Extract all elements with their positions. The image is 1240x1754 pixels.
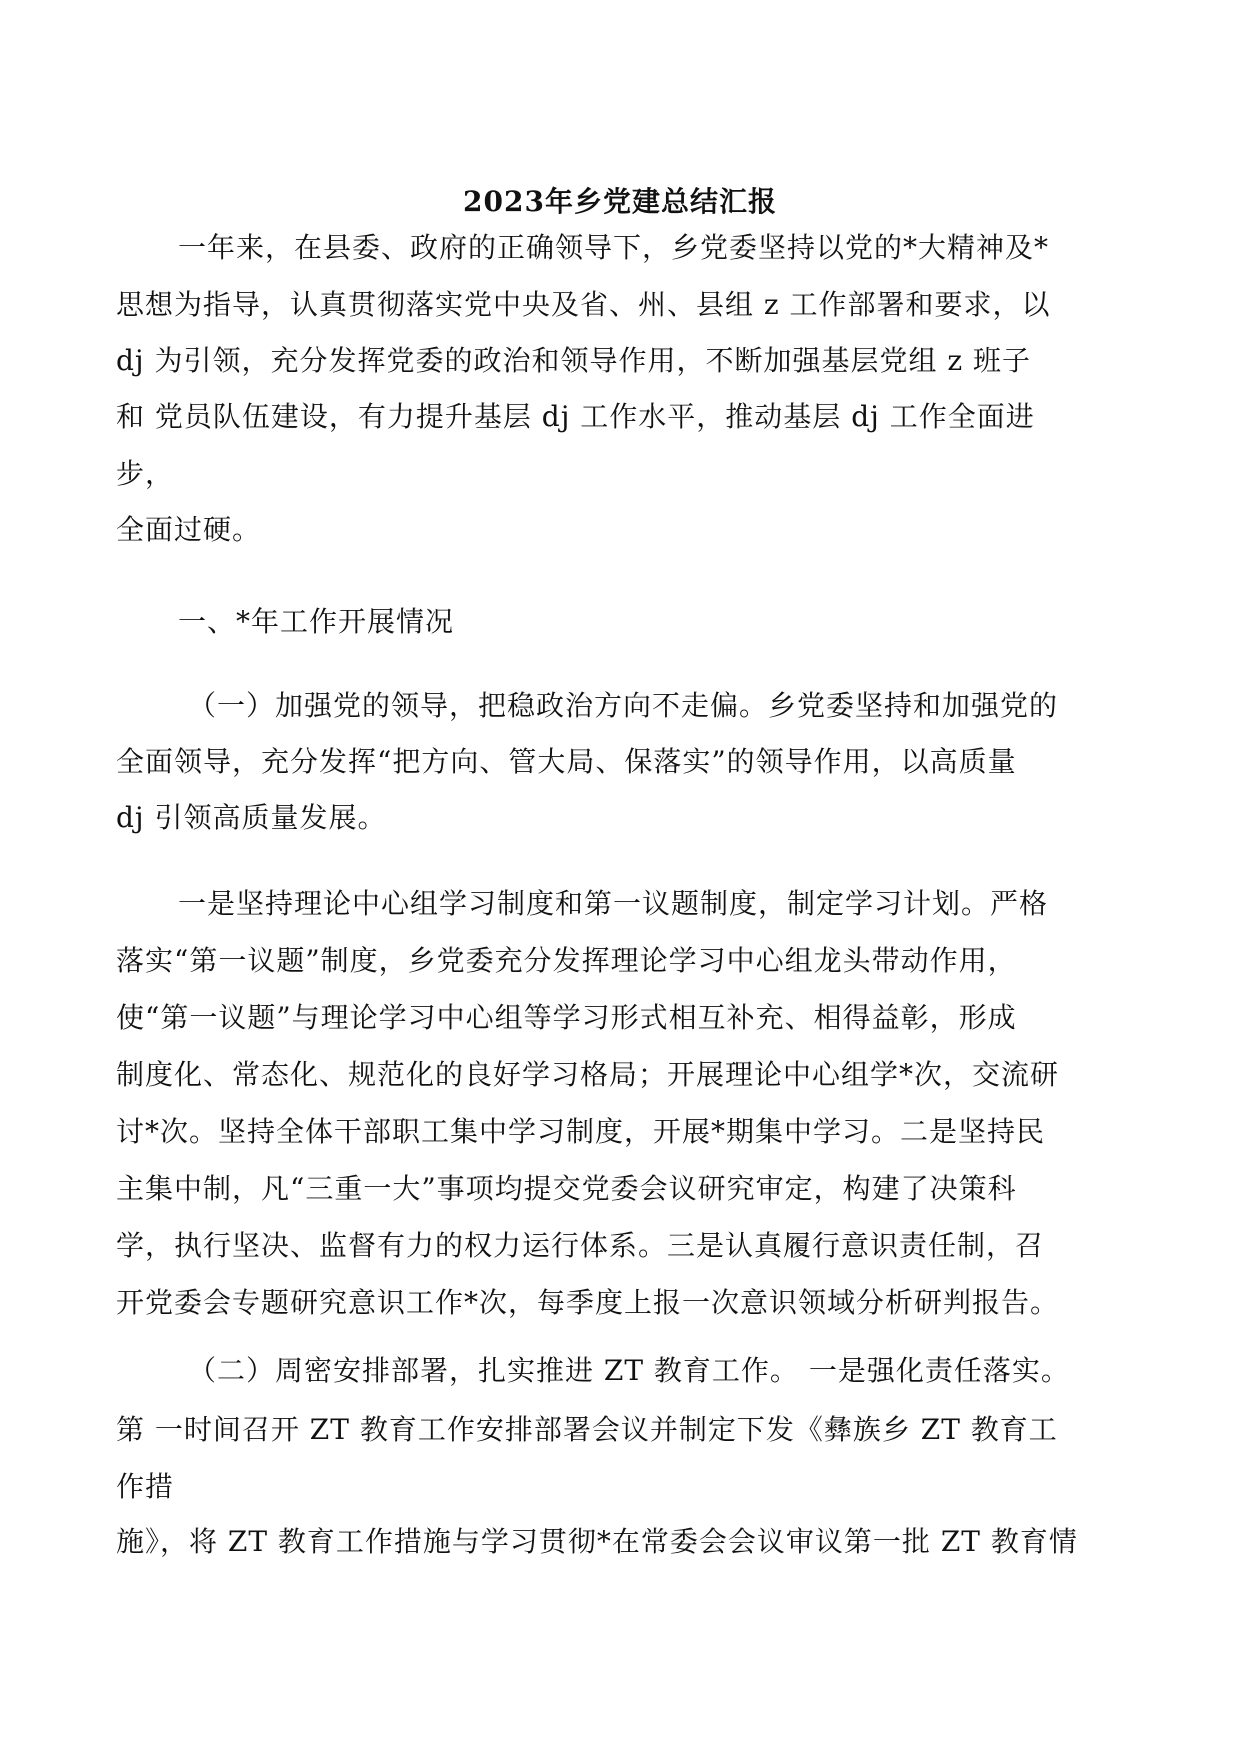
paragraph-line: 和 党员队伍建设，有力提升基层 dj 工作水平，推动基层 dj 工作全面进 bbox=[116, 400, 1035, 433]
paragraph-line: dj 为引领，充分发挥党委的政治和领导作用，不断加强基层党组 z 班子 bbox=[116, 344, 1032, 377]
paragraph-line: 一是坚持理论中心组学习制度和第一议题制度，制定学习计划。严格 bbox=[178, 887, 1049, 920]
paragraph-line: 使“第一议题”与理论学习中心组等学习形式相互补充、相得益彰，形成 bbox=[116, 1001, 1017, 1034]
paragraph-line: 施》，将 ZT 教育工作措施与学习贯彻*在常委会会议审议第一批 ZT 教育情 bbox=[116, 1525, 1078, 1558]
paragraph-line: 步， bbox=[116, 457, 175, 490]
paragraph-line: 全面领导，充分发挥“把方向、管大局、保落实”的领导作用，以高质量 bbox=[116, 745, 1017, 778]
paragraph-line: （一）加强党的领导，把稳政治方向不走偏。乡党委坚持和加强党的 bbox=[188, 689, 1059, 722]
paragraph-line: 落实“第一议题”制度，乡党委充分发挥理论学习中心组龙头带动作用， bbox=[116, 944, 1017, 977]
paragraph-line: 一年来，在县委、政府的正确领导下，乡党委坚持以党的*大精神及* bbox=[178, 231, 1050, 264]
paragraph-line: 讨*次。坚持全体干部职工集中学习制度，开展*期集中学习。二是坚持民 bbox=[116, 1115, 1046, 1148]
document-title: 2023年乡党建总结汇报 bbox=[463, 185, 777, 218]
paragraph-line: 主集中制，凡“三重一大”事项均提交党委会议研究审定，构建了决策科 bbox=[116, 1172, 1017, 1205]
paragraph-line: 开党委会专题研究意识工作*次，每季度上报一次意识领域分析研判报告。 bbox=[116, 1286, 1060, 1319]
paragraph-line: 作措 bbox=[116, 1470, 175, 1503]
paragraph-line: dj 引领高质量发展。 bbox=[116, 801, 387, 834]
paragraph-line: 全面过硬。 bbox=[116, 513, 262, 546]
paragraph-line: 学，执行坚决、监督有力的权力运行体系。三是认真履行意识责任制，召 bbox=[116, 1229, 1045, 1262]
paragraph-line: 思想为指导，认真贯彻落实党中央及省、州、县组 z 工作部署和要求，以 bbox=[116, 288, 1051, 321]
paragraph-line: （二）周密安排部署，扎实推进 ZT 教育工作。 一是强化责任落实。 bbox=[188, 1354, 1070, 1387]
section-heading: 一、*年工作开展情况 bbox=[178, 605, 455, 638]
paragraph-line: 制度化、常态化、规范化的良好学习格局；开展理论中心组学*次，交流研 bbox=[116, 1058, 1060, 1091]
paragraph-line: 第 一时间召开 ZT 教育工作安排部署会议并制定下发《彝族乡 ZT 教育工 bbox=[116, 1413, 1058, 1446]
